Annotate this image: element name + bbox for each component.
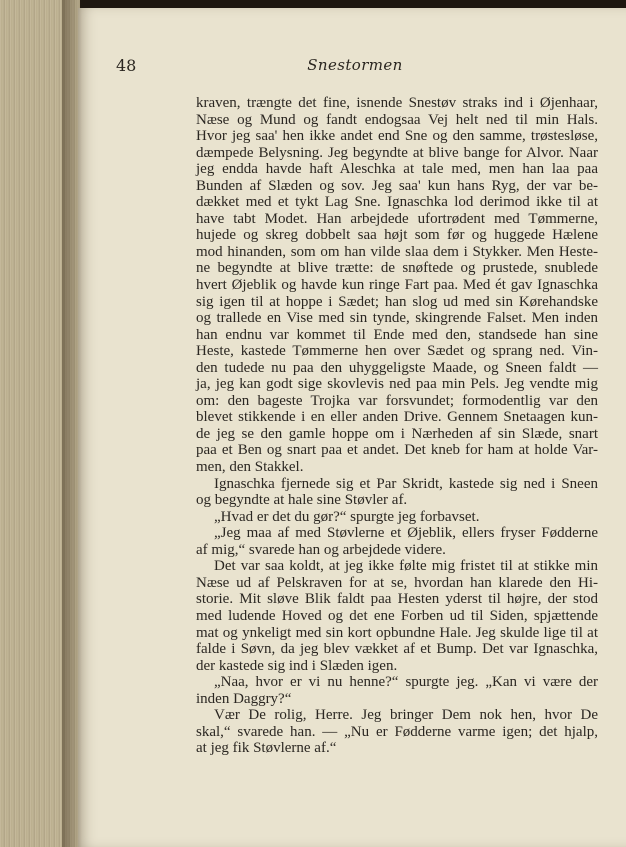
text-line: Ignaschka fjernede sig et Par Skridt, kastede sig ned i Sneen [214,475,598,492]
text-line: dæmpede Belysning. Jeg begyndte at blive bange for Alvor. Naar [196,144,598,161]
text-line: de jeg se den gamle hoppe om i Nærheden af sin Slæde, snart [196,425,598,442]
text-line: med ludende Hoved og det ene Forben ud til Siden, spjættende [196,607,598,624]
text-line: ja, jeg kan godt sige skovlevis ned paa min Pels. Jeg vendte mig [196,376,598,393]
text-line: men, den Stakkel. [196,459,304,476]
text-line: jeg endda havde haft Aleschka at tale med, men han laa paa [196,161,598,178]
page-header [116,56,594,80]
text-line: Bunden af Slæden og sov. Jeg saa' kun hans Ryg, der var be- [196,177,598,194]
text-line: af mig,“ svarede han og arbejdede videre. [196,541,446,558]
text-line: dækket med et tykt Lag Sne. Ignaschka lod derimod ikke til at [196,194,598,211]
text-line: have tabt Modet. Han arbejdede ufortrødent med Tømmerne, [196,210,598,227]
body-text [196,95,598,757]
text-line: mat og ynkeligt med sin kort opbundne Hale. Jeg skulde lige til at [196,624,598,641]
running-head: Snestormen [307,56,403,74]
text-line: sig igen til at hoppe i Sædet; han slog ud med sin Kørehandske [196,293,598,310]
text-line: Vær De rolig, Herre. Jeg bringer Dem nok hen, hvor De [214,707,598,724]
text-line: blevet stikkende i en eller anden Drive. Gennem Snetaagen kun- [196,409,598,426]
text-line: „Naa, hvor er vi nu henne?“ spurgte jeg. „Kan vi være der [214,674,598,691]
text-line: om: den bageste Trojka var forsvundet; formodentlig var den [196,392,598,409]
text-line: han endnu var kommet til Ende med den, standsede han sine [196,326,598,343]
text-line: hvert Øjeblik og havde kun ringe Fart paa. Med ét gav Ignaschka [196,277,598,294]
text-line: falde i Søvn, da jeg blev vækket af et Bump. Det var Ignaschka, [196,641,598,658]
text-line: paa et Ben og snart paa et andet. Det kneb for ham at holde Var- [196,442,598,459]
text-line: og begyndte at hale sine Støvler af. [196,492,408,509]
text-line: skal,“ svarede han. — „Nu er Fødderne varme igen; det hjalp, [196,723,598,740]
text-line: Næse ud af Pelskraven for at se, hvordan han klarede den Hi- [196,574,598,591]
text-line: og trallede en Vise med sin tynde, skingrende Falset. Men inden [196,310,598,327]
text-line: ne begyndte at blive trætte: de snøftede og prustede, snublede [196,260,598,277]
gutter-shadow [62,0,82,847]
text-line: Hvor jeg saa' hen ikke andet end Sne og den samme, trøstesløse, [196,128,598,145]
text-line: inden Daggry?“ [196,690,292,707]
text-line: der kastede sig ind i Slæden igen. [196,657,398,674]
text-line: Næse og Mund og fandt endogsaa Vej helt ned til min Hals. [196,111,598,128]
text-line: „Jeg maa af med Støvlerne et Øjeblik, ellers fryser Fødderne [214,525,598,542]
text-line: den tudede nu paa den uhyggeligste Maade, og Sneen faldt — [196,359,598,376]
text-line: mod hinanden, som om han vilde slaa dem i Stykker. Men Heste- [196,243,598,260]
top-edge-shadow [0,0,626,8]
text-line: Heste, kastede Tømmerne hen over Sædet og sprang ned. Vin- [196,343,598,360]
text-line: „Hvad er det du gør?“ spurgte jeg forbavset. [214,508,480,525]
text-line: hujede og skreg dobbelt saa højt som før og huggede Hælene [196,227,598,244]
text-line: storie. Mit sløve Blik faldt paa Hesten yderst til højre, der stod [196,591,598,608]
text-line: Det var saa koldt, at jeg ikke følte mig fristet til at stikke min [214,558,598,575]
text-line: at jeg fik Støvlerne af.“ [196,740,337,757]
page-number: 48 [116,56,137,75]
text-line: kraven, trængte det fine, isnende Snestøv straks ind i Øjenhaar, [196,95,598,111]
